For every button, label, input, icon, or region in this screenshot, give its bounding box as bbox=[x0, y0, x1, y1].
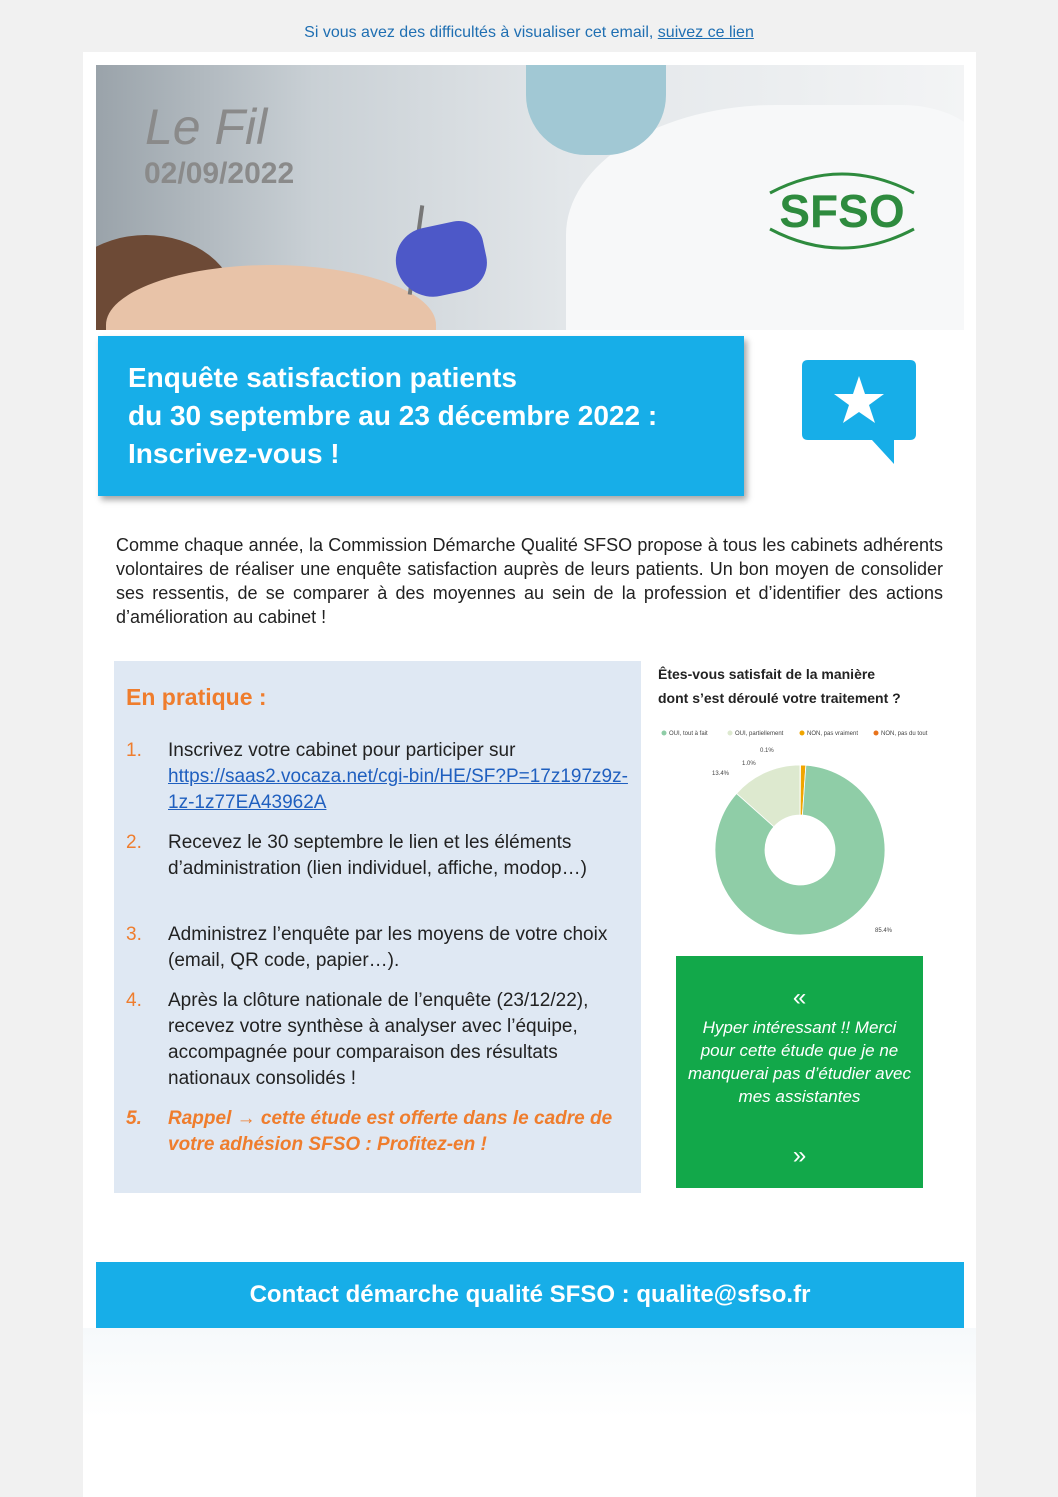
open-quote-icon: « bbox=[792, 984, 807, 1011]
banner-line-2: du 30 septembre au 23 décembre 2022 : bbox=[128, 400, 658, 431]
data-label: 0.1% bbox=[760, 748, 774, 754]
view-online-link[interactable]: suivez ce lien bbox=[657, 24, 754, 41]
legend-label: OUI, partiellement bbox=[735, 731, 784, 737]
chart-question-line-1: Êtes-vous satisfait de la manière bbox=[658, 666, 876, 682]
practice-title: En pratique : bbox=[126, 684, 267, 710]
step-number: 2. bbox=[126, 832, 142, 853]
newsletter-date: 02/09/2022 bbox=[144, 157, 295, 190]
legend-label: NON, pas vraiment bbox=[807, 731, 859, 737]
banner-line-1: Enquête satisfaction patients bbox=[128, 362, 517, 393]
step-number: 3. bbox=[126, 924, 142, 945]
banner-line-3: Inscrivez-vous ! bbox=[128, 438, 340, 469]
register-link[interactable]: https://saas2.vocaza.net/cgi-bin/HE/SF?P=17z197z9z-1z-1z77EA43962A bbox=[168, 766, 628, 813]
step-text: Recevez le 30 septembre le lien et les éléments d’administration (lien individuel, affiche, modop…) bbox=[168, 832, 587, 879]
step-text: Administrez l’enquête par les moyens de votre choix (email, QR code, papier…). bbox=[168, 924, 608, 971]
testimonial-box bbox=[676, 956, 923, 1188]
step-number: 1. bbox=[126, 740, 142, 761]
legend-marker bbox=[874, 731, 879, 736]
view-online-bar bbox=[0, 24, 1058, 42]
satisfaction-donut-chart bbox=[655, 720, 945, 945]
legend-marker bbox=[728, 731, 733, 736]
survey-banner bbox=[98, 336, 744, 496]
testimonial-text: Hyper intéressant !! Merci pour cette étude que je ne manquerai pas d’étudier avec mes assistantes bbox=[687, 1018, 912, 1106]
contact-footer bbox=[96, 1262, 964, 1328]
chart-question-line-2: dont s’est déroulé votre traitement ? bbox=[658, 690, 901, 706]
view-online-text: Si vous avez des difficultés à visualiser cet email, bbox=[304, 24, 654, 41]
data-label: 13.4% bbox=[712, 771, 730, 777]
step-text: Rappel → cette étude est offerte dans le cadre de votre adhésion SFSO : Profitez-en ! bbox=[168, 1108, 613, 1155]
legend-label: NON, pas du tout bbox=[881, 731, 928, 737]
step-number: 5. bbox=[126, 1108, 142, 1129]
star-bubble-icon bbox=[800, 358, 918, 466]
chart-question bbox=[658, 662, 948, 710]
legend-label: OUI, tout à fait bbox=[669, 731, 708, 737]
step-number: 4. bbox=[126, 990, 142, 1011]
sfso-logo bbox=[762, 163, 922, 259]
data-label: 1.0% bbox=[742, 761, 756, 767]
intro-paragraph: Comme chaque année, la Commission Démarche Qualité SFSO propose à tous les cabinets adhérents volontaires de réaliser une enquête satisfaction auprès de leurs patients. Un bon moyen de consolider ses ressentis, de se comparer à des moyennes au sein de la profession et d’identifier des actions d’amélioration au cabinet ! bbox=[116, 535, 943, 627]
legend-marker bbox=[662, 731, 667, 736]
contact-text: Contact démarche qualité SFSO : qualite@sfso.fr bbox=[249, 1281, 811, 1308]
step-text: Après la clôture nationale de l’enquête (23/12/22), recevez votre synthèse à analyser avec l’équipe, accompagnée pour comparaison des résultats nationaux consolidés ! bbox=[168, 990, 589, 1089]
logo-text: SFSO bbox=[779, 185, 905, 237]
newsletter-title: Le Fil bbox=[145, 99, 268, 155]
step-text: Inscrivez votre cabinet pour participer sur bbox=[168, 740, 516, 761]
data-label: 85.4% bbox=[875, 928, 893, 934]
footer-fade bbox=[83, 1328, 976, 1418]
legend-marker bbox=[800, 731, 805, 736]
close-quote-icon: » bbox=[792, 1142, 807, 1169]
